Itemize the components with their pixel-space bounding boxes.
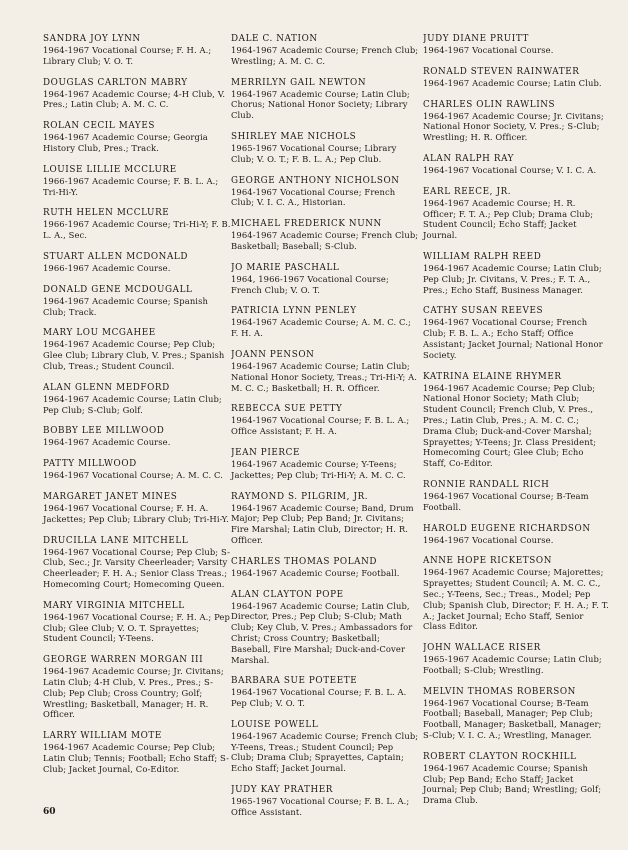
student-name: GEORGE ANTHONY NICHOLSON [231,175,400,186]
student-name: PATTY MILLWOOD [43,459,137,470]
student-activities: 1964-1967 Vocational Course; V. I. C. A. [423,164,597,175]
student-name: ROBERT CLAYTON ROCKHILL [423,751,577,762]
student-activities: 1964-1967 Academic Course; Band, Drum Major; Pep Club; Pep Band; Jr. Civitans; Fire Marshal; Latin Club, Director; H. R. Officer. [231,502,414,545]
student-activities: 1964-1967 Academic Course; Y-Teens; Jackettes; Pep Club; Tri-Hi-Y; A. M. C. C. [231,458,406,480]
student-name: SHIRLEY MAE NICHOLS [231,131,357,142]
student-activities: 1964-1967 Vocational Course; F. H. A.; Pep Club; Glee Club; V. O. T. Sprayettes; Student Council; Y-Teens. [43,611,230,644]
student-activities: 1964-1967 Academic Course; Latin Club. [423,77,602,88]
student-name: ALAN GLENN MEDFORD [43,382,170,393]
senior-entry [43,426,233,448]
senior-entry [423,67,609,89]
column-2 [231,34,419,829]
student-activities: 1964-1967 Academic Course; Spanish Club; Track. [43,295,208,317]
student-name: REBECCA SUE PETTY [231,404,343,415]
student-name: KATRINA ELAINE RHYMER [423,371,562,382]
senior-entry [43,208,233,241]
student-activities: 1964-1967 Academic Course; French Club; Wrestling; A. M. C. C. [231,45,419,66]
senior-entry [423,643,609,676]
student-name: HAROLD EUGENE RICHARDSON [423,523,591,534]
senior-entry [231,492,419,546]
senior-entry [43,383,233,416]
student-activities: 1964-1967 Academic Course; Jr. Civitans; National Honor Society, V. Pres.; S-Club; Wrestling; H. R. Officer. [423,110,604,143]
student-name: MICHAEL FREDERICK NUNN [231,219,382,230]
student-activities: 1964-1967 Vocational Course; Pep Club; S-Club, Sec.; Jr. Varsity Cheerleader; Varsity Cheerleader; F. H. A.; Senior Class Treas.; Homecoming Court; Homecoming Queen. [43,546,231,589]
student-activities: 1964-1967 Vocational Course. [423,534,554,545]
student-name: RONALD STEVEN RAINWATER [423,66,580,77]
student-activities: 1964-1967 Academic Course; French Club; Y-Teens, Treas.; Student Council; Pep Club; Drama Club; Sprayettes, Captain; Echo Staff; Jacket Journal. [231,730,419,774]
senior-entry [423,524,609,546]
senior-entry [231,350,419,393]
student-name: WILLIAM RALPH REED [423,251,542,262]
student-name: MELVIN THOMAS ROBERSON [423,686,576,697]
senior-entry [43,601,233,644]
senior-entry [231,132,419,165]
senior-entry [231,219,419,252]
student-name: MARY LOU MCGAHEE [43,328,156,339]
column-3 [423,34,609,817]
senior-entry [423,687,609,741]
student-activities: 1964-1967 Academic Course; French Club; Basketball; Baseball; S-Club. [231,230,419,251]
student-activities: 1965-1967 Vocational Course; Library Club; V. O. T.; F. B. L. A.; Pep Club. [231,142,397,164]
student-name: LOUISE LILLIE MCCLURE [43,164,177,175]
student-activities: 1964-1967 Academic Course; Latin Club; Chorus; National Honor Society; Library Club. [231,88,410,121]
senior-entry [423,100,609,143]
page-number: 60 [43,807,56,817]
student-activities: 1964-1967 Vocational Course; B-Team Football. [423,490,589,512]
student-activities: 1964-1967 Academic Course; Latin Club; Pep Club; Jr. Civitans, V. Pres.; F. T. A., Pres.; Echo Staff, Business Manager. [423,262,602,295]
senior-entry [231,448,419,481]
student-name: DOUGLAS CARLTON MABRY [43,77,188,88]
senior-entry [43,34,233,67]
student-name: GEORGE WARREN MORGAN III [43,655,204,666]
senior-entry [43,731,233,774]
student-activities: 1965-1967 Academic Course; Latin Club; Football; S-Club; Wrestling. [423,654,602,675]
student-name: DONALD GENE MCDOUGALL [43,284,193,295]
student-activities: 1964-1967 Vocational Course; F. H. A. Jackettes; Pep Club; Library Club; Tri-Hi-Y. [43,502,229,524]
student-name: LARRY WILLIAM MOTE [43,731,162,742]
student-name: JOHN WALLACE RISER [423,643,541,654]
senior-entry [423,252,609,295]
senior-entry [43,536,233,590]
student-activities: 1964-1967 Vocational Course; French Club; F. B. L. A.; Echo Staff; Office Assistant; Jacket Journal; National Honor Society. [423,317,603,360]
senior-entry [43,121,233,154]
student-name: ANNE HOPE RICKETSON [423,556,553,567]
student-name: PATRICIA LYNN PENLEY [231,306,357,317]
student-activities: 1964-1967 Academic Course. [43,437,171,448]
senior-entry [423,187,609,241]
student-name: CATHY SUSAN REEVES [423,306,544,317]
student-name: JUDY KAY PRATHER [231,785,334,796]
senior-entry [43,328,233,371]
student-activities: 1964-1967 Academic Course; Football. [231,567,400,578]
senior-entry [231,404,419,437]
student-name: RAYMOND S. PILGRIM, JR. [231,491,369,502]
senior-entry [43,459,233,481]
student-name: JEAN PIERCE [231,447,300,458]
student-activities: 1964-1967 Academic Course; Pep Club; Glee Club; Library Club, V. Pres.; Spanish Club, Treas.; Student Council. [43,339,225,371]
senior-entry [231,720,419,774]
senior-entry [231,590,419,666]
student-activities: 1964-1967 Academic Course; Jr. Civitans; Latin Club; 4-H Club, V. Pres., Pres.; S-Club; Pep Club; Cross Country; Golf; Wrestling; Basketball, Manager; H. R. Officer. [43,666,224,720]
senior-entry [43,655,233,720]
student-name: CHARLES THOMAS POLAND [231,556,378,567]
senior-entry [423,480,609,513]
student-activities: 1964-1967 Academic Course; Pep Club; National Honor Society; Math Club; Student Council; French Club, V. Pres., Pres.; Latin Club, Pres.; A. M. C. C.; Drama Club; Duck-and-Cover Marshal; Sprayettes; Y-Teens; Jr. Class President; Homecoming Court; Glee Club; Echo Staff, Co-Editor. [423,382,597,469]
student-activities: 1964-1967 Vocational Course; F. H. A.; Library Club; V. O. T. [43,45,212,66]
student-activities: 1964-1967 Academic Course; A. M. C. C.; F. H. A. [231,317,411,339]
student-activities: 1964-1967 Academic Course; Latin Club; National Honor Society, Treas.; Tri-Hi-Y; A. M. C. C.; Basketball; H. R. Officer. [231,360,418,393]
student-activities: 1964-1967 Vocational Course; F. B. L. A.; Office Assistant; F. H. A. [231,415,410,437]
senior-entry [231,34,419,67]
senior-entry [231,557,419,579]
student-activities: 1964-1967 Academic Course; Latin Club, Director, Pres.; Pep Club; S-Club; Math Club; Key Club, V. Pres.; Ambassadors for Christ; Cross Country; Basketball; Baseball, Fire Marshal; Duck-and-Cover Marshal. [231,600,413,665]
senior-entry [423,556,609,632]
student-activities: 1964-1967 Vocational Course; French Club; V. I. C. A., Historian. [231,186,396,208]
student-activities: 1964-1967 Academic Course; Georgia History Club, Pres.; Track. [43,132,208,153]
student-activities: 1964-1967 Academic Course; Pep Club; Latin Club; Tennis; Football; Echo Staff; S-Club; Jacket Journal, Co-Editor. [43,742,230,774]
senior-entry [43,285,233,318]
student-name: STUART ALLEN MCDONALD [43,251,189,262]
student-name: DRUCILLA LANE MITCHELL [43,535,189,546]
senior-entry [43,78,233,111]
student-name: LOUISE POWELL [231,719,319,730]
column-1 [43,34,233,785]
senior-entry [423,34,609,56]
student-name: ALAN RALPH RAY [423,153,515,164]
student-activities: 1965-1967 Vocational Course; F. B. L. A.; Office Assistant. [231,796,410,817]
student-activities: 1964-1967 Academic Course; 4-H Club, V. Pres.; Latin Club; A. M. C. C. [43,88,226,110]
student-activities: 1964-1967 Vocational Course; A. M. C. C. [43,470,223,481]
student-activities: 1966-1967 Academic Course; F. B. L. A.; Tri-Hi-Y. [43,175,219,197]
senior-entry [43,252,233,274]
student-activities: 1964-1967 Academic Course; H. R. Officer; F. T. A.; Pep Club; Drama Club; Student Council; Echo Staff; Jacket Journal. [423,197,594,241]
senior-entry [231,78,419,121]
student-name: RUTH HELEN MCCLURE [43,208,170,219]
student-name: CHARLES OLIN RAWLINS [423,99,556,110]
student-name: EARL REECE, JR. [423,186,512,197]
student-activities: 1964-1967 Academic Course; Spanish Club; Pep Band; Echo Staff; Jacket Journal; Pep Club; Band; Wrestling; Golf; Drama Club. [423,762,602,806]
student-activities: 1964-1967 Vocational Course; B-Team Football; Baseball, Manager; Pep Club; Football, Manager; Basketball, Manager; S-Club; V. I. C. A.; Wrestling, Manager. [423,697,602,741]
student-name: RONNIE RANDALL RICH [423,479,550,490]
senior-entry [423,372,609,469]
student-name: JOANN PENSON [231,349,315,360]
senior-entry [231,785,419,818]
student-activities: 1964, 1966-1967 Vocational Course; French Club; V. O. T. [231,273,389,295]
student-activities: 1966-1967 Academic Course. [43,262,171,273]
student-name: MERRILYN GAIL NEWTON [231,77,367,88]
senior-entry [423,154,609,176]
student-activities: 1964-1967 Academic Course; Majorettes; Sprayettes; Student Council; A. M. C. C., Sec.; Y-Teens, Sec.; Treas., Model; Pep Club; Spanish Club, Director; F. H. A.; F. T. A.; Jacket Journal; Echo Staff, Senior Class Editor. [423,567,609,632]
student-name: ROLAN CECIL MAYES [43,121,155,132]
student-name: DALE C. NATION [231,34,318,44]
student-activities: 1964-1967 Vocational Course. [423,45,554,55]
student-activities: 1964-1967 Academic Course; Latin Club; Pep Club; S-Club; Golf. [43,393,222,415]
senior-entry [43,492,233,525]
student-activities: 1964-1967 Vocational Course; F. B. L. A. Pep Club; V. O. T. [231,687,407,709]
student-name: BOBBY LEE MILLWOOD [43,426,165,437]
student-name: ALAN CLAYTON POPE [231,589,344,600]
senior-entry [43,165,233,198]
senior-entry [231,306,419,339]
senior-entry [423,306,609,360]
student-name: SANDRA JOY LYNN [43,34,141,44]
student-name: MARGARET JANET MINES [43,491,178,502]
student-name: JO MARIE PASCHALL [231,262,340,273]
student-name: MARY VIRGINIA MITCHELL [43,600,185,611]
student-name: JUDY DIANE PRUITT [423,34,529,44]
senior-entry [231,676,419,709]
student-activities: 1966-1967 Academic Course; Tri-Hi-Y; F. B. L. A., Sec. [43,219,231,241]
senior-entry [423,752,609,806]
senior-entry [231,176,419,209]
student-name: BARBARA SUE POTEETE [231,676,358,687]
senior-entry [231,263,419,296]
